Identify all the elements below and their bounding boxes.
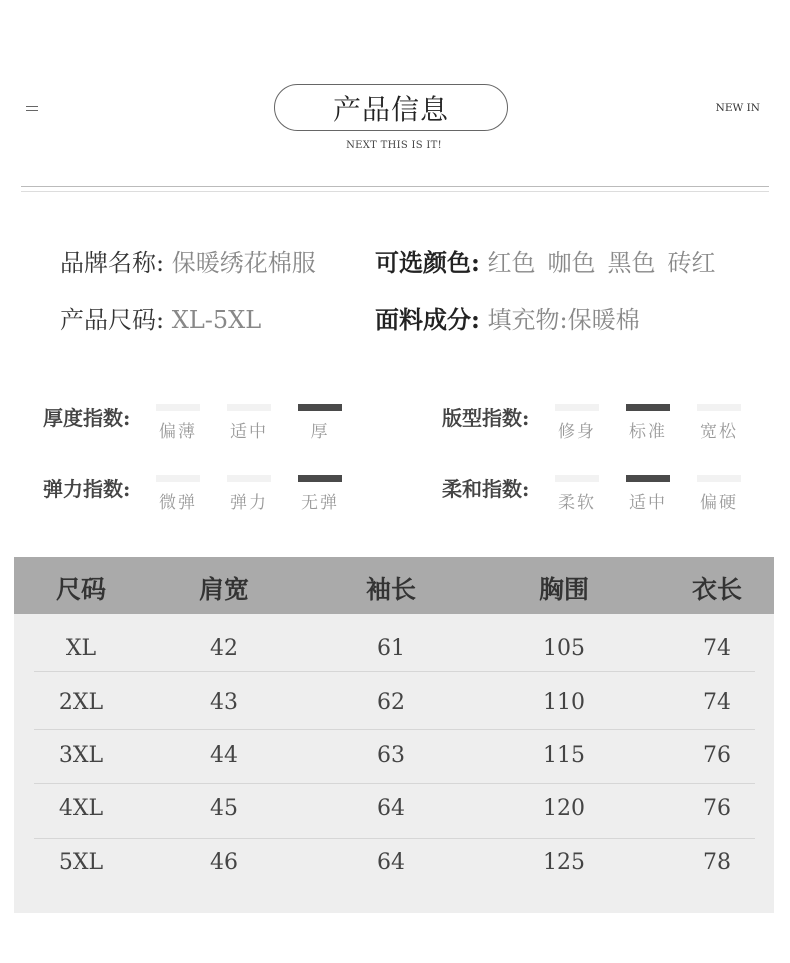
index-option-label: 厚	[310, 422, 330, 442]
size-row	[60, 300, 261, 335]
color-option: 砖红	[667, 249, 716, 277]
table-row-size: 5XL	[58, 850, 104, 875]
index-option-label: 弹力	[230, 493, 268, 513]
table-cell: 125	[543, 850, 585, 875]
table-cell: 62	[377, 690, 405, 715]
table-row-size: 4XL	[58, 796, 104, 821]
table-row-size: 3XL	[58, 743, 104, 768]
index-option-label: 修身	[558, 422, 596, 442]
table-cell: 63	[377, 743, 405, 768]
index-label: 厚度指数:	[43, 406, 131, 430]
table-cell: 78	[703, 850, 731, 875]
color-option: 红色	[487, 249, 536, 277]
row-divider	[34, 783, 755, 784]
fabric-label: 面料成分:	[375, 305, 480, 334]
index-option	[555, 404, 599, 442]
index-bar	[697, 404, 741, 411]
index-option	[156, 475, 200, 513]
table-cell: 76	[703, 796, 731, 821]
index-label: 弹力指数:	[43, 477, 131, 501]
index-option	[697, 475, 741, 513]
color-option: 黑色	[607, 249, 656, 277]
fabric-row	[375, 300, 640, 335]
index-option	[298, 475, 342, 513]
index-option	[626, 404, 670, 442]
index-option	[298, 404, 342, 442]
index-option-label: 适中	[230, 422, 268, 442]
brand-row	[60, 243, 316, 278]
page-title-text: 产品信息	[332, 92, 449, 126]
row-divider	[34, 729, 755, 730]
table-cell: 105	[543, 636, 585, 661]
page-title	[274, 84, 508, 131]
index-bar-selected	[626, 475, 670, 482]
index-bar	[227, 475, 271, 482]
index-option-label: 标准	[629, 422, 667, 442]
index-option	[555, 475, 599, 513]
index-bar	[555, 404, 599, 411]
new-in-link[interactable]: NEW IN	[715, 102, 760, 114]
table-cell: 74	[703, 690, 731, 715]
table-cell: 43	[210, 690, 238, 715]
index-option-label: 微弹	[159, 493, 197, 513]
table-cell: 64	[377, 796, 405, 821]
colors-list	[488, 249, 728, 277]
size-value: XL-5XL	[171, 306, 262, 334]
index-option-label: 柔软	[558, 493, 596, 513]
table-row-size: 2XL	[58, 690, 104, 715]
table-cell: 74	[703, 636, 731, 661]
colors-label: 可选颜色:	[375, 248, 480, 277]
table-cell: 42	[210, 636, 238, 661]
index-label: 柔和指数:	[442, 477, 530, 501]
fabric-value: 填充物:保暖棉	[487, 306, 640, 334]
index-option	[697, 404, 741, 442]
colors-row	[375, 243, 728, 278]
table-cell: 115	[543, 743, 585, 768]
index-option-label: 偏薄	[159, 422, 197, 442]
index-bar	[156, 404, 200, 411]
table-header-cell: 袖长	[365, 575, 416, 604]
table-header-cell: 胸围	[538, 575, 589, 604]
table-cell: 120	[543, 796, 585, 821]
index-bar	[156, 475, 200, 482]
index-option-label: 宽松	[700, 422, 738, 442]
index-bar-selected	[298, 475, 342, 482]
table-header-cell: 尺码	[55, 575, 106, 604]
table-cell: 46	[210, 850, 238, 875]
size-label: 产品尺码:	[60, 306, 165, 334]
page-subtitle: NEXT THIS IS IT!	[346, 140, 442, 151]
row-divider	[34, 838, 755, 839]
index-bar-selected	[298, 404, 342, 411]
index-bar	[555, 475, 599, 482]
index-option	[626, 475, 670, 513]
index-option-label: 适中	[629, 493, 667, 513]
table-cell: 61	[377, 636, 405, 661]
table-header-cell: 衣长	[691, 575, 742, 604]
index-option	[156, 404, 200, 442]
index-bar-selected	[626, 404, 670, 411]
brand-value: 保暖绣花棉服	[171, 249, 316, 277]
index-option-label: 偏硬	[700, 493, 738, 513]
index-label: 版型指数:	[442, 406, 530, 430]
table-row-size: XL	[65, 636, 97, 661]
table-cell: 76	[703, 743, 731, 768]
table-cell: 110	[543, 690, 585, 715]
divider	[21, 191, 769, 192]
index-bar	[697, 475, 741, 482]
table-cell: 44	[210, 743, 238, 768]
table-cell: 64	[377, 850, 405, 875]
menu-icon[interactable]	[26, 103, 38, 113]
index-option	[227, 404, 271, 442]
brand-label: 品牌名称:	[60, 249, 165, 277]
index-option-label: 无弹	[301, 493, 339, 513]
row-divider	[34, 671, 755, 672]
table-cell: 45	[210, 796, 238, 821]
color-option: 咖色	[547, 249, 596, 277]
index-bar	[227, 404, 271, 411]
divider	[21, 186, 769, 187]
index-option	[227, 475, 271, 513]
table-header-cell: 肩宽	[198, 575, 249, 604]
